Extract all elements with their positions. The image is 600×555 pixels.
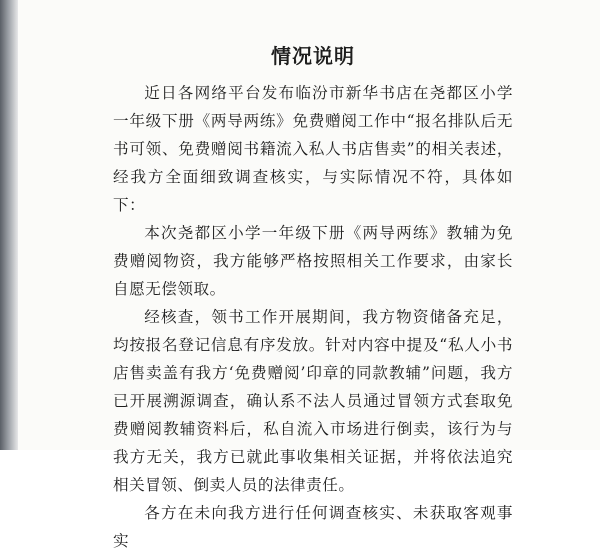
paragraph-3: 经核查，领书工作开展期间，我方物资储备充足，均按报名登记信息有序发放。针对内容中提及“私人小书店售卖盖有我方‘免费赠阅’印章的同款教辅”问题，我方已开展溯源调查，确认系不法人员通过冒领方式套取免费赠阅教辅资料后，私自流入市场进行倒卖，该行为与我方无关，我方已就此事收集相关证据，并将依法追究相关冒领、倒卖人员的法律责任。 bbox=[113, 308, 513, 494]
paragraph-4: 各方在未向我方进行任何调查核实、未获取客观事实 bbox=[113, 504, 513, 550]
paragraph-2: 本次尧都区小学一年级下册《两导两练》教辅为免费赠阅物资，我方能够严格按照相关工作要求，由家长自愿无偿领取。 bbox=[113, 224, 513, 298]
document-title: 情况说明 bbox=[271, 44, 355, 68]
scan-edge-shadow bbox=[0, 0, 18, 450]
document-body bbox=[113, 24, 513, 555]
paragraph-1: 近日各网络平台发布临汾市新华书店在尧都区小学一年级下册《两导两练》免费赠阅工作中“报名排队后无书可领、免费赠阅书籍流入私人书店售卖”的相关表述，经我方全面细致调查核实，与实际情况不符，具体如下： bbox=[113, 84, 513, 214]
